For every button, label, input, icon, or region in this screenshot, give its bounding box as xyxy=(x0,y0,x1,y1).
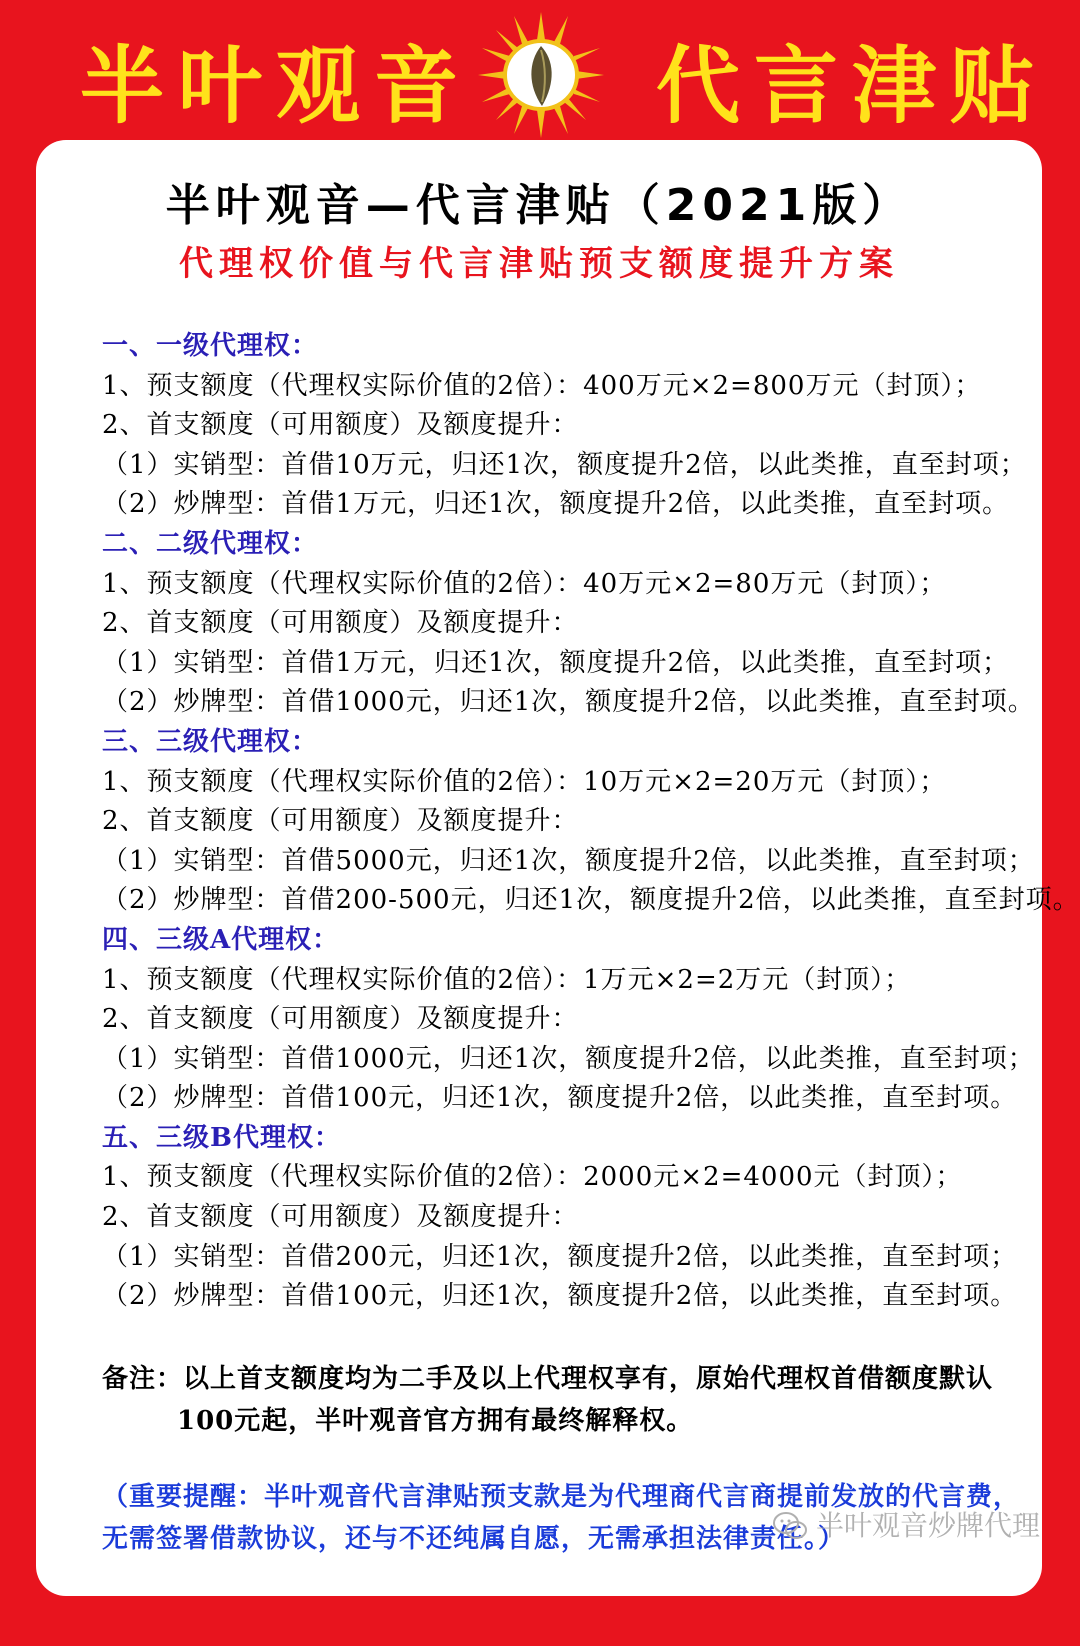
section-line: （2）炒牌型：首借200-500元，归还1次，额度提升2倍，以此类推，直至封项。 xyxy=(102,885,1080,916)
remark-note xyxy=(102,1358,1002,1442)
section-line: （1）实销型：首借200元，归还1次，额度提升2倍，以此类推，直至封项； xyxy=(102,1241,1018,1272)
section-line: 1、预支额度（代理权实际价值的2倍）：2000元×2=4000元（封顶）； xyxy=(102,1162,963,1193)
section-line: 1、预支额度（代理权实际价值的2倍）：10万元×2=20万元（封顶）； xyxy=(102,766,947,797)
section-level-3 xyxy=(102,723,1080,921)
section-line: （1）实销型：首借5000元，归还1次，额度提升2倍，以此类推，直至封项； xyxy=(102,845,1035,876)
section-line: 1、预支额度（代理权实际价值的2倍）：1万元×2=2万元（封顶）； xyxy=(102,964,912,995)
section-heading: 一、一级代理权： xyxy=(102,331,319,361)
section-line: 2、首支额度（可用额度）及额度提升： xyxy=(102,1202,579,1233)
section-level-2 xyxy=(102,525,1042,723)
section-heading: 五、三级B代理权： xyxy=(102,1122,341,1153)
section-level-3a xyxy=(102,921,1042,1119)
page-subtitle: 代理权价值与代言津贴预支额度提升方案 xyxy=(179,244,899,284)
section-line: （2）炒牌型：首借100元，归还1次，额度提升2倍，以此类推，直至封项。 xyxy=(102,1083,1018,1114)
section-line: （1）实销型：首借1万元，归还1次，额度提升2倍，以此类推，直至封项； xyxy=(102,647,1010,678)
section-line: 2、首支额度（可用额度）及额度提升： xyxy=(102,608,579,639)
section-line: 1、预支额度（代理权实际价值的2倍）：40万元×2=80万元（封顶）； xyxy=(102,568,947,599)
section-line: 2、首支额度（可用额度）及额度提升： xyxy=(102,410,579,441)
reminder-line: 无需签署借款协议，还与不还纯属自愿，无需承担法律责任。） xyxy=(102,1524,846,1554)
header-left-title: 半叶观音 xyxy=(80,37,473,135)
content-card xyxy=(36,140,1080,1596)
section-line: （2）炒牌型：首借1000元，归还1次，额度提升2倍，以此类推，直至封项。 xyxy=(102,687,1035,718)
section-line: （2）炒牌型：首借1万元，归还1次，额度提升2倍，以此类推，直至封项。 xyxy=(102,489,1010,520)
section-level-1 xyxy=(102,327,1042,525)
wechat-icon xyxy=(772,1511,808,1541)
header-banner xyxy=(0,0,1080,150)
section-line: （1）实销型：首借10万元，归还1次，额度提升2倍，以此类推，直至封项； xyxy=(102,449,1027,480)
section-line: 1、预支额度（代理权实际价值的2倍）：400万元×2=800万元（封顶）； xyxy=(102,370,982,401)
section-line: （2）炒牌型：首借100元，归还1次，额度提升2倍，以此类推，直至封项。 xyxy=(102,1281,1018,1312)
remark-line: 100元起，半叶观音官方拥有最终解释权。 xyxy=(177,1406,694,1436)
section-line: 2、首支额度（可用额度）及额度提升： xyxy=(102,806,579,837)
section-heading: 三、三级代理权： xyxy=(102,726,319,757)
leaf-emblem-icon xyxy=(476,10,606,140)
section-line: 2、首支额度（可用额度）及额度提升： xyxy=(102,1004,579,1035)
reminder-line: （重要提醒：半叶观音代言津贴预支款是为代理商代言商提前发放的代言费， xyxy=(102,1482,1021,1512)
section-level-3b xyxy=(102,1119,1042,1317)
page-title: 半叶观音—代言津贴（2021版） xyxy=(165,180,913,231)
section-heading: 二、二级代理权： xyxy=(102,528,319,559)
section-heading: 四、三级A代理权： xyxy=(102,924,340,955)
remark-line: 备注：以上首支额度均为二手及以上代理权享有，原始代理权首借额度默认 xyxy=(102,1364,994,1394)
watermark xyxy=(772,1508,1040,1544)
plan-content xyxy=(102,327,1080,1317)
section-line: （1）实销型：首借1000元，归还1次，额度提升2倍，以此类推，直至封项； xyxy=(102,1043,1035,1074)
watermark-text: 半叶观音炒牌代理 xyxy=(815,1509,1040,1542)
header-right-title: 代言津贴 xyxy=(656,37,1049,135)
